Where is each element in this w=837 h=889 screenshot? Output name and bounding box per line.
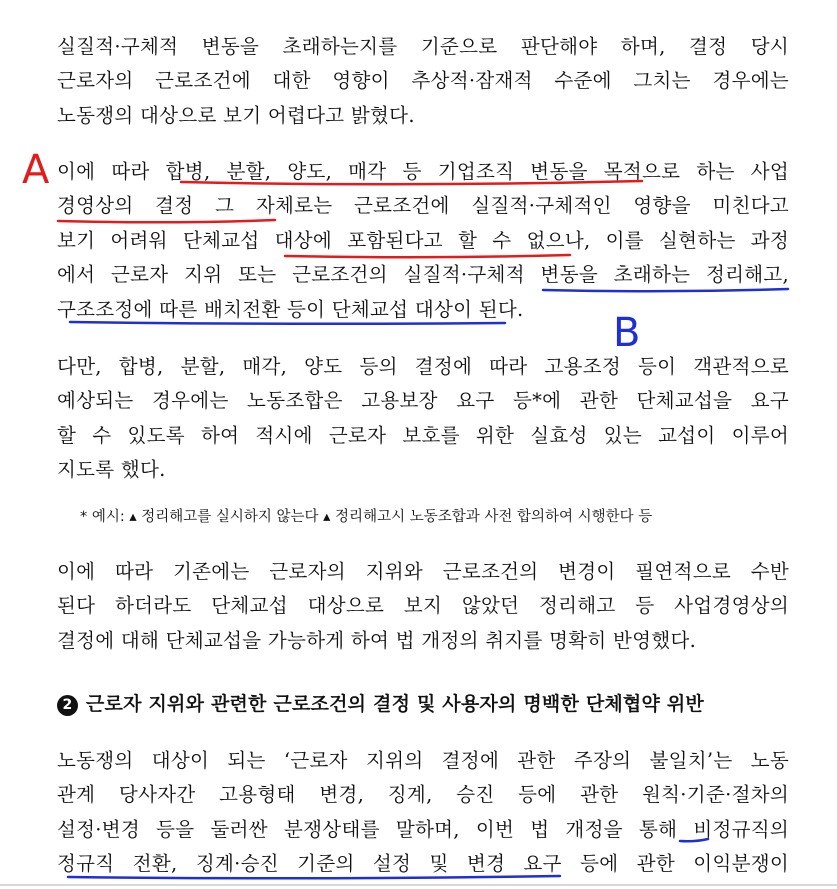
section-heading [57,690,797,718]
text-line: 실질적·구체적 변동을 초래하는지를 기준으로 판단해야 하며, 결정 당시 [57,35,789,58]
paragraph-4 [57,555,789,658]
text-line: 관계 당사자간 고용형태 변경, 징계, 승진 등에 관한 원칙·기준·절차의 [57,783,789,807]
text-line: 예상되는 경우에는 노동조합은 고용보장 요구 등*에 관한 단체교섭을 요구 [57,389,789,413]
page-bottom-border [0,884,837,886]
text-line: 할 수 있도록 하여 적시에 근로자 보호를 위한 실효성 있는 교섭이 이루어 [57,423,789,447]
text-line: 다만, 합병, 분할, 매각, 양도 등의 결정에 따라 고용조정 등이 객관적으로 [57,355,789,378]
text-line: 경영상의 결정 그 자체로는 근로조건에 실질적·구체적인 영향을 미친다고 [57,194,789,218]
text-line: 된다 하더라도 단체교섭 대상으로 보지 않았던 정리해고 등 사업경영상의 [57,594,789,618]
paragraph-5 [57,744,789,882]
text-line: 근로자의 근로조건에 대한 영향이 추상적·잠재적 수준에 그치는 경우에는 [57,69,789,93]
text-line: 노동쟁의 대상이 되는 ‘근로자 지위의 결정에 관한 주장의 불일치’는 노동 [57,749,789,772]
text-line: 이에 따라 합병, 분할, 양도, 매각 등 기업조직 변동을 목적으로 하는 사업 [57,160,789,183]
section-heading-text: 근로자 지위와 관련한 근로조건의 결정 및 사용자의 명백한 단체협약 위반 [86,693,704,715]
text-line: 이에 따라 기존에는 근로자의 지위와 근로조건의 변경이 필연적으로 수반 [57,560,789,583]
number-bullet: 2 [57,695,78,716]
paragraph-3 [57,350,789,488]
text-line: 결정에 대해 단체교섭을 가능하게 하여 법 개정의 취지를 명확히 반영했다. [57,628,697,652]
text-line: 구조조정에 따른 배치전환 등이 단체교섭 대상이 된다. [57,297,524,321]
paragraph-2 [57,155,789,327]
text-line: 정규직 전환, 징계·승진 기준의 설정 및 변경 요구 등에 관한 이익분쟁이 [57,852,789,876]
text-line: 노동쟁의 대상으로 보기 어렵다고 밝혔다. [57,103,415,127]
footnote: * 예시: ▴ 정리해고를 실시하지 않는다 ▴ 정리해고시 노동조합과 사전 합의하여 시행한다 등 [80,509,653,525]
annotation-label-a: A [22,147,50,193]
text-line: 지도록 했다. [57,458,166,482]
text-line: 에서 근로자 지위 또는 근로조건의 실질적·구체적 변동을 초래하는 정리해고, [57,263,789,287]
text-line: 보기 어려워 단체교섭 대상에 포함된다고 할 수 없으나, 이를 실현하는 과정 [57,228,789,252]
text-line: 설정·변경 등을 둘러싼 분쟁상태를 말하며, 이번 법 개정을 통해 비정규직의 [57,817,789,841]
paragraph-1 [57,30,789,133]
annotation-label-b: B [613,310,641,356]
